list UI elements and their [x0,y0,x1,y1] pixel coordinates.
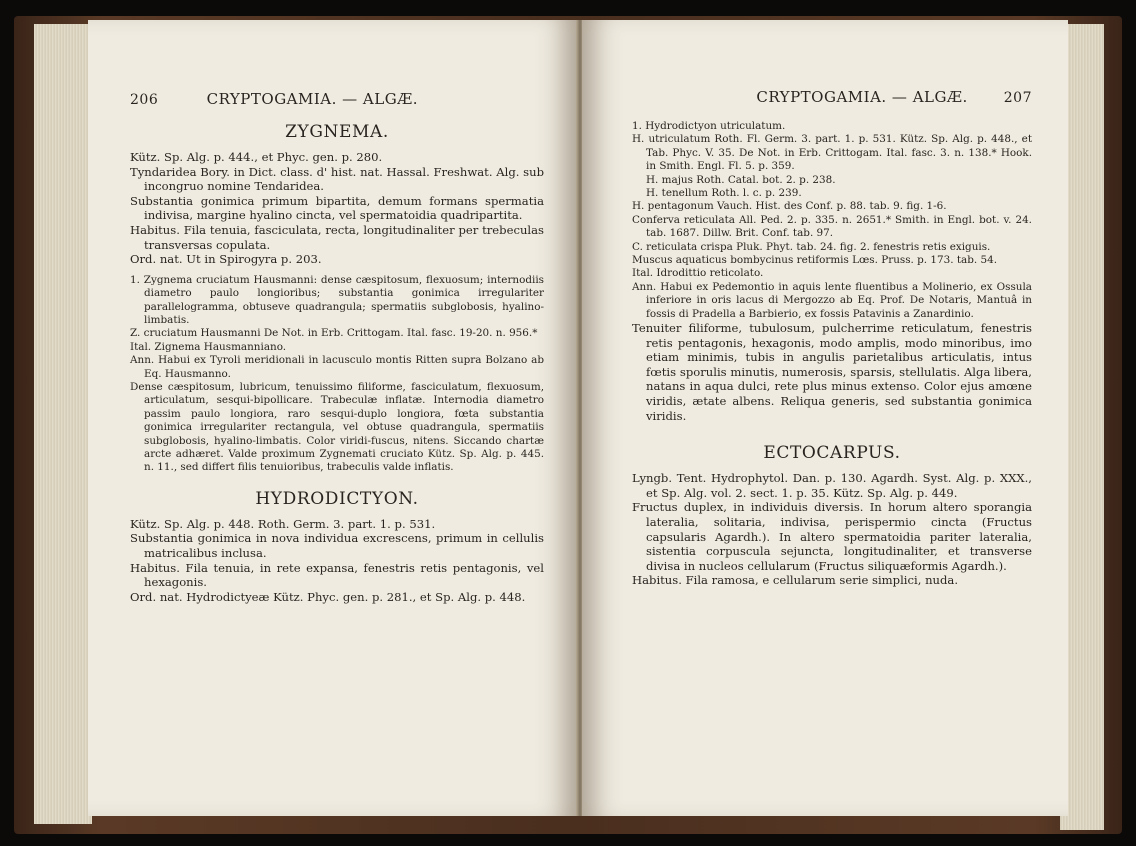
order-line: Ord. nat. Hydrodictyeæ Kütz. Phyc. gen. p. 281., et Sp. Alg. p. 448. [130,589,526,604]
species-synonym: Muscus aquaticus bombycinus retiformis Lœs. Pruss. p. 173. tab. 54. [632,254,998,267]
species-description: Tenuiter filiforme, tubulosum, pulcherrime reticulatum, fenestris retis pentagonis, hexagonis, modo amplis, modo minoribus, imo etiam minimis, tubis in angulis parietalibus articulatis, intus fœtis sporulis minutis, numerosis, sparsis, stellulatis. Alga libera, natans in aqua dulci, rete plus minus extenso. Color ejus amœne viridis, ætate albens. Reliqua generis, sed substantia gonimica viridis. [632,321,1032,423]
right-running-header [632,88,1032,106]
page-number: 207 [1003,90,1032,106]
species-heading: 1. Hydrodictyon utriculatum. [632,120,786,132]
species-description: Dense cæspitosum, lubricum, tenuissimo filiforme, fasciculatum, flexuosum, articulatum, sesqui-bipollicare. Trabeculæ inflatæ. Internodia diametro passim paulo longiora, raro sesqui-duplo longiora, fœta substantia gonimica irregulariter rectangula, vel obtuse quadrangula, spermatiis subglobosis, hyalino-limbatis. Color viridi-fuscus, nitens. Siccando chartæ arcte adhæret. Valde proximum Zygnemati cruciato Kütz. Sp. Alg. p. 445. n. 11., sed differt filis tenuioribus, trabeculis valde inflatis. [130,381,544,474]
left-running-header [130,90,544,108]
section-title: ECTOCARPUS. [763,443,901,464]
italian-name: Ital. Idrodittio reticolato. [632,267,764,280]
page-number: 206 [130,92,159,108]
species-synonym: H. utriculatum Roth. Fl. Germ. 3. part. 1. p. 531. Kütz. Sp. Alg. p. 448., et Tab. Phyc. V. 35. De Not. in Erb. Crittogam. Ital. fasc. 3. n. 138.* Hook. in Smith. Engl. Fl. 5. p. 359. [632,133,1032,173]
species-synonym: Conferva reticulata All. Ped. 2. p. 335. n. 2651.* Smith. in Engl. bot. v. 24. tab. 1687. Dillw. Brit. Conf. tab. 97. [632,213,1032,240]
reference-line: Kütz. Sp. Alg. p. 444., et Phyc. gen. p. 280. [130,150,383,164]
species-synonym: H. majus Roth. Catal. bot. 2. p. 238. [646,173,836,186]
description-paragraph: Substantia gonimica in nova individua excrescens, primum in cellulis matricalibus inclusa. [130,531,544,561]
description-paragraph: Substantia gonimica primum bipartita, demum formans spermatia indivisa, margine hyalino cincta, vel spermatoidia quadripartita. [130,193,544,223]
right-page-text [632,88,1032,588]
habitus-paragraph: Habitus. Fila tenuia, in rete expansa, fenestris retis pentagonis, vel hexagonis. [130,560,544,590]
species-synonym: Z. cruciatum Hausmanni De Not. in Erb. Crittogam. Ital. fasc. 19-20. n. 956.* [130,327,538,340]
right-page [582,20,1068,816]
reference-line: Kütz. Sp. Alg. p. 448. Roth. Germ. 3. part. 1. p. 531. [130,516,436,531]
species-synonym: H. tenellum Roth. l. c. p. 239. [646,187,802,200]
section-title: ZYGNEMA. [285,122,389,142]
species-synonym: C. reticulata crispa Pluk. Phyt. tab. 24. fig. 2. fenestris retis exiguis. [632,240,991,253]
page-edges-left [34,24,92,824]
running-head: CRYPTOGAMIA. — ALGÆ. [756,88,968,106]
italian-name: Ital. Zignema Hausmanniano. [130,340,287,353]
annotation: Ann. Habui ex Pedemontio in aquis lente fluentibus a Molinerio, ex Ossula inferiore in oris lacus di Mergozzo ab Eq. Prof. De Notaris, Mantuâ in fossis di Pradella a Barbierio, ex fossis Patavinis a Zanardinio. [632,280,1032,320]
habitus-paragraph: Habitus. Fila ramosa, e cellularum serie simplici, nuda. [632,573,959,588]
left-page [88,20,578,816]
reference-line: Lyngb. Tent. Hydrophytol. Dan. p. 130. Agardh. Syst. Alg. p. XXX., et Sp. Alg. vol. 2. sect. 1. p. 35. Kütz. Sp. Alg. p. 449. [632,471,1032,500]
species-entry: 1. Zygnema cruciatum Hausmanni: dense cæspitosum, flexuosum; internodiis diametro paulo longioribus; substantia gonimica irregulariter parallelogramma, obtuseve quadrangula; spermatiis subglobosis, hyalino-limbatis. [130,273,544,326]
habitus-paragraph: Habitus. Fila tenuia, fasciculata, recta, longitudinaliter per trebeculas transversas copulata. [130,222,544,252]
annotation: Ann. Habui ex Tyroli meridionali in lacusculo montis Ritten supra Bolzano ab Eq. Hausmanno. [130,354,544,380]
order-line: Ord. nat. Ut in Spirogyra p. 203. [130,252,322,267]
synonym-line: Tyndaridea Bory. in Dict. class. d' hist. nat. Hassal. Freshwat. Alg. sub incongruo nomine Tendaridea. [130,164,544,194]
running-head: CRYPTOGAMIA. — ALGÆ. [206,90,418,108]
section-title: HYDRODICTYON. [255,488,419,509]
description-paragraph: Fructus duplex, in individuis diversis. In horum altero sporangia lateralia, solitaria, indivisa, perispermio cincta (Fructus capsularis Agardh.). In altero spermatoidia pariter lateralia, sistentia corpuscula sejuncta, longitudinaliter, et transverse divisa in nucleos cellularum (Fructus siliquæformis Agardh.). [632,500,1032,573]
species-synonym: H. pentagonum Vauch. Hist. des Conf. p. 88. tab. 9. fig. 1-6. [632,200,947,213]
left-page-text [130,90,544,604]
